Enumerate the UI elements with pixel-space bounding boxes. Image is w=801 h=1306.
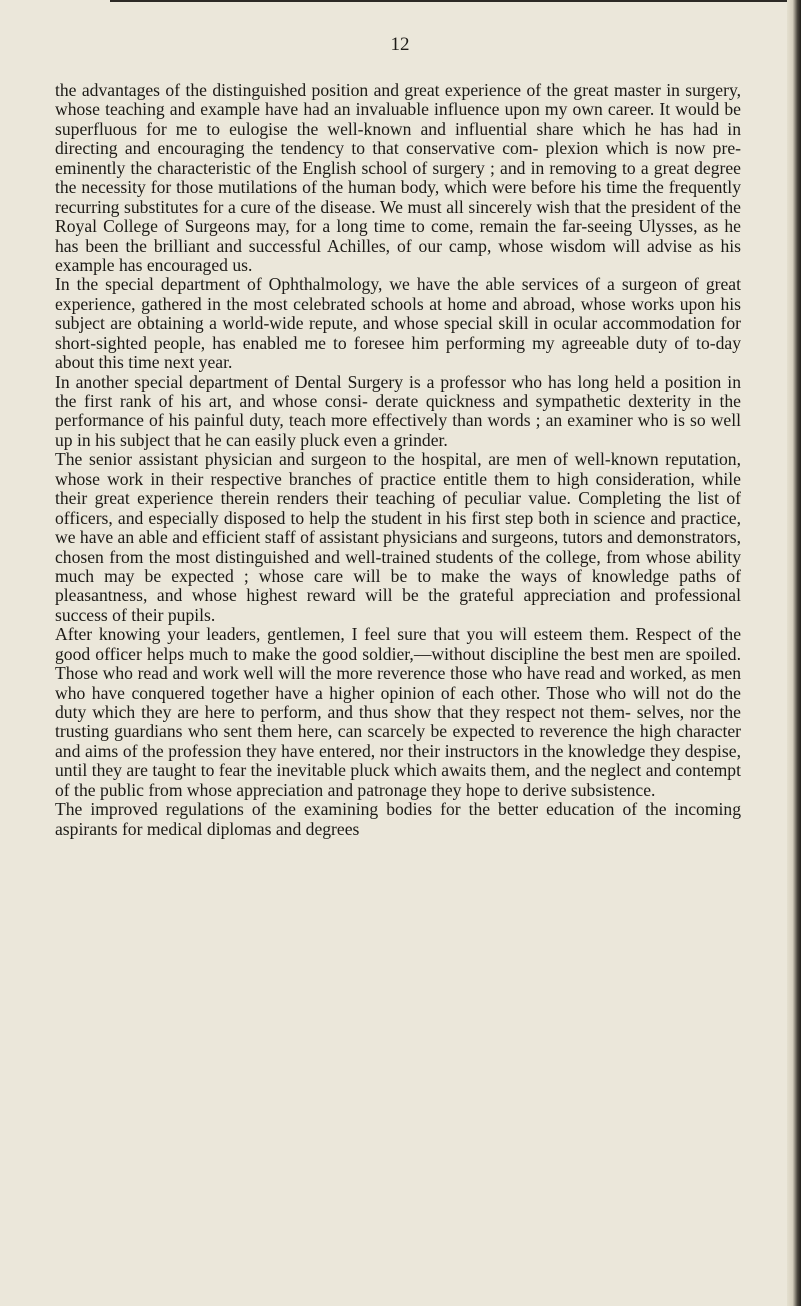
page-edge-shadow: [787, 0, 801, 1306]
paragraph: The senior assistant physician and surgeon to the hospital, are men of well-known reputation, whose work in their respective branches of practice entitle them to high consideration, while their great experience therein renders their teaching of peculiar value. Completing the list of officers, and especially disposed to help the student in his first step both in science and practice, we have an able and efficient staff of assistant physicians and surgeons, tutors and demonstrators, chosen from the most distinguished and well-trained students of the college, from whose ability much may be expected ; whose care will be to make the ways of knowledge paths of pleasantness, and whose highest reward will be the grateful appreciation and professional success of their pupils.: [55, 449, 741, 625]
paragraph: After knowing your leaders, gentlemen, I feel sure that you will esteem them. Respect of the good officer helps much to make the good soldier,—without discipline the best men are spoiled. Those who read and work well will the more reverence those who have read and worked, as men who have conquered together have a higher opinion of each other. Those who will not do the duty which they are here to perform, and thus show that they respect not them- selves, nor the trusting guardians who sent them here, can scarcely be expected to reverence the high character and aims of the profession they have entered, nor their instructors in the knowledge they despise, until they are taught to fear the inevitable pluck which awaits them, and the neglect and contempt of the public from whose appreciation and patronage they hope to derive subsistence.: [55, 624, 741, 800]
paragraph: The improved regulations of the examining bodies for the better education of the incoming aspirants for medical diplomas and degrees: [55, 799, 741, 839]
paragraph: In the special department of Ophthalmology, we have the able services of a surgeon of great experience, gathered in the most celebrated schools at home and abroad, whose works upon his subject are obtaining a world-wide repute, and whose special skill in ocular accommodation for short-sighted people, has enabled me to foresee him performing my agreeable duty of to-day about this time next year.: [55, 274, 741, 373]
paragraph: In another special department of Dental Surgery is a professor who has long held a position in the first rank of his art, and whose consi- derate quickness and sympathetic dexterity in the performance of his painful duty, teach more effectively than words ; an examiner who is so well up in his subject that he can easily pluck even a grinder.: [55, 371, 741, 450]
paragraph: the advantages of the distinguished position and great experience of the great master in surgery, whose teaching and example have had an invaluable influence upon my own career. It would be superfluous for me to eulogise the well-known and influential share which he has had in directing and encouraging the tendency to that conservative com- plexion which is now pre-eminently the characteristic of the English school of surgery ; and in removing to a great degree the necessity for those mutilations of the human body, which were before his time the frequently recurring substitutes for a cure of the disease. We must all sincerely wish that the president of the Royal College of Surgeons may, for a long time to come, remain the far-seeing Ulysses, as he has been the brilliant and successful Achilles, of our camp, whose wisdom will advise as his example has encouraged us.: [55, 80, 741, 275]
top-rule: [110, 0, 801, 2]
body-text: [55, 81, 741, 839]
page-number: 12: [390, 34, 410, 55]
